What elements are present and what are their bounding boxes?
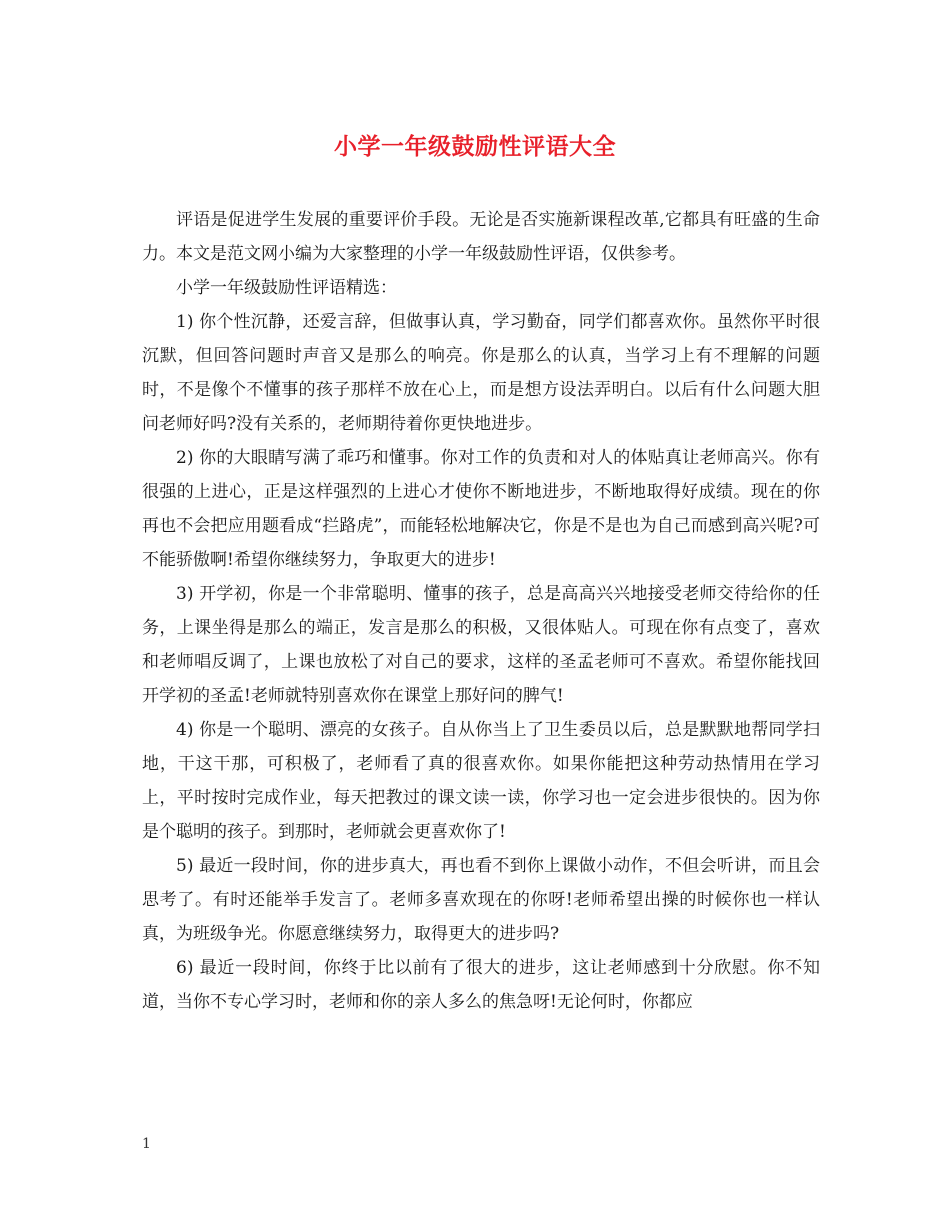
paragraph-intro: 评语是促进学生发展的重要评价手段。无论是否实施新课程改革,它都具有旺盛的生命力。本文是范文网小编为大家整理的小学一年级鼓励性评语，仅供参考。 [142, 210, 820, 264]
document-body [142, 203, 820, 1019]
paragraph-comment-5: 5) 最近一段时间，你的进步真大，再也看不到你上课做小动作，不但会听讲，而且会思考了。有时还能举手发言了。老师多喜欢现在的你呀!老师希望出操的时候你也一样认真，为班级争光。你愿意继续努力，取得更大的进步吗? [142, 856, 820, 944]
paragraph-comment-1: 1) 你个性沉静，还爱言辞，但做事认真，学习勤奋，同学们都喜欢你。虽然你平时很沉默，但回答问题时声音又是那么的响亮。你是那么的认真，当学习上有不理解的问题时，不是像个不懂事的孩子那样不放在心上，而是想方设法弄明白。以后有什么问题大胆问老师好吗?没有关系的，老师期待着你更快地进步。 [142, 312, 820, 434]
paragraph-heading: 小学一年级鼓励性评语精选： [176, 278, 397, 298]
paragraph-comment-4: 4) 你是一个聪明、漂亮的女孩子。自从你当上了卫生委员以后，总是默默地帮同学扫地，干这干那，可积极了，老师看了真的很喜欢你。如果你能把这种劳动热情用在学习上，平时按时完成作业，每天把教过的课文读一读，你学习也一定会进步很快的。因为你是个聪明的孩子。到那时，老师就会更喜欢你了! [142, 720, 820, 842]
paragraph-comment-2: 2) 你的大眼睛写满了乖巧和懂事。你对工作的负责和对人的体贴真让老师高兴。你有很强的上进心，正是这样强烈的上进心才使你不断地进步，不断地取得好成绩。现在的你再也不会把应用题看成“拦路虎”，而能轻松地解决它，你是不是也为自己而感到高兴呢?可不能骄傲啊!希望你继续努力，争取更大的进步! [142, 448, 820, 570]
paragraph-comment-3: 3) 开学初，你是一个非常聪明、懂事的孩子，总是高高兴兴地接受老师交待给你的任务，上课坐得是那么的端正，发言是那么的积极，又很体贴人。可现在你有点变了，喜欢和老师唱反调了，上课也放松了对自己的要求，这样的圣孟老师可不喜欢。希望你能找回开学初的圣孟!老师就特别喜欢你在课堂上那好问的脾气! [142, 584, 820, 706]
page-number: 1 [142, 1136, 151, 1152]
document-title: 小学一年级鼓励性评语大全 [334, 133, 616, 160]
paragraph-comment-6: 6) 最近一段时间，你终于比以前有了很大的进步，这让老师感到十分欣慰。你不知道，当你不专心学习时，老师和你的亲人多么的焦急呀!无论何时，你都应 [142, 958, 820, 1012]
